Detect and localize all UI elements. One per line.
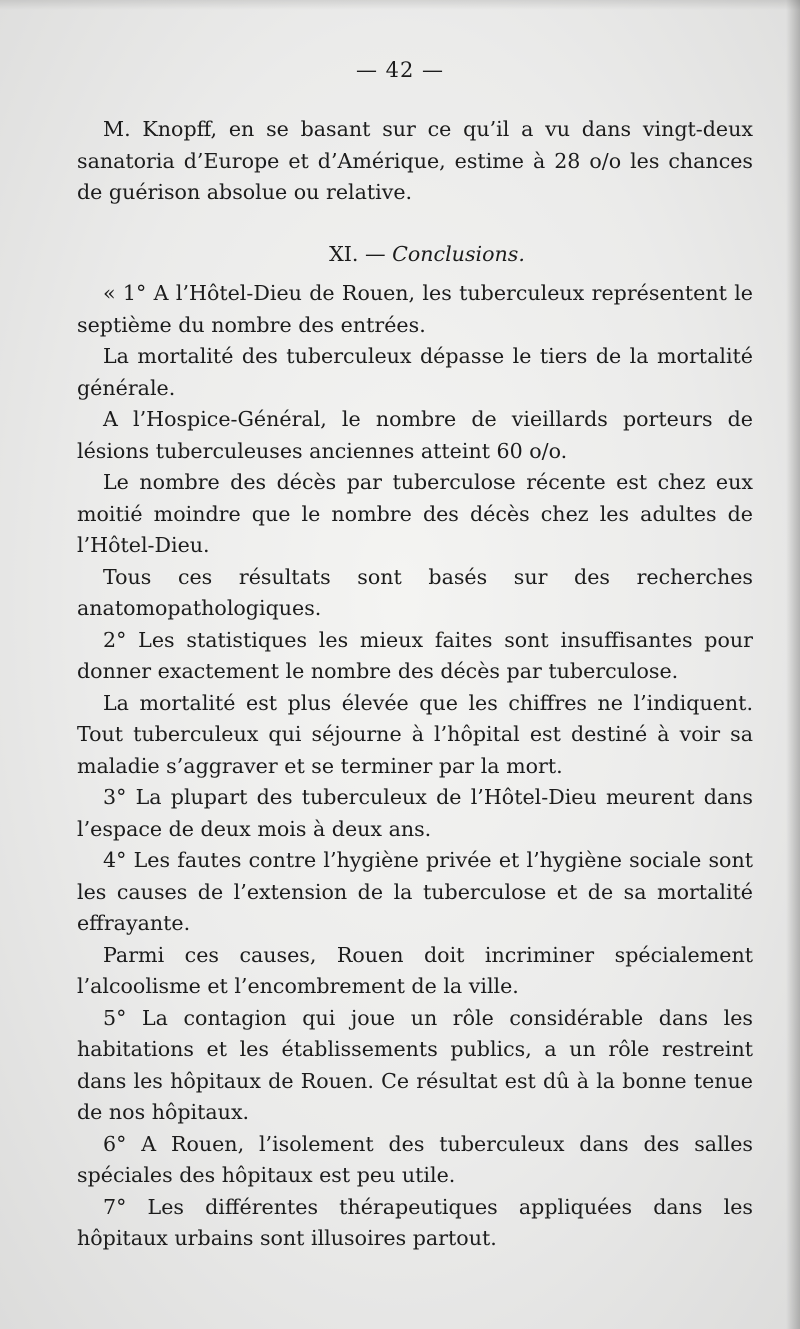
- paragraph-conclusion-1: « 1° A l’Hôtel-Dieu de Rouen, les tuberculeux représentent le septième du nombre des entrées.: [77, 281, 753, 337]
- paragraph-causes: Parmi ces causes, Rouen doit incriminer spécialement l’alcoolisme et l’encombrement de la ville.: [77, 942, 753, 998]
- section-dash: —: [358, 241, 393, 266]
- paragraph-mortality-higher: La mortalité est plus élevée que les chiffres ne l’indiquent. Tout tuberculeux qui séjourne à l’hôpital est destiné à voir sa maladie s’aggraver et se terminer par la mort.: [77, 690, 753, 778]
- page-number: — 42 —: [355, 58, 445, 82]
- paragraph-knopff: M. Knopff, en se basant sur ce qu’il a vu dans vingt-deux sanatoria d’Europe et d’Amérique, estime à 28 o/o les chances de guérison absolue ou relative.: [77, 117, 753, 204]
- paragraph-conclusion-4: 4° Les fautes contre l’hygiène privée et l’hygiène sociale sont les causes de l’extension de la tuberculose et de sa mortalité effrayante.: [77, 848, 753, 935]
- paragraph-conclusion-3: 3° La plupart des tuberculeux de l’Hôtel-Dieu meurent dans l’espace de deux mois à deux ans.: [77, 785, 753, 841]
- section-title: Conclusions.: [392, 241, 525, 266]
- page-top-shadow: [0, 0, 800, 10]
- paragraph-conclusion-2: 2° Les statistiques les mieux faites sont insuffisantes pour donner exactement le nombre des décès par tuberculose.: [77, 627, 753, 683]
- section-number: XI.: [329, 241, 359, 266]
- paragraph-mortality: La mortalité des tuberculeux dépasse le tiers de la mortalité générale.: [77, 344, 753, 400]
- paragraph-conclusion-6: 6° A Rouen, l’isolement des tuberculeux dans des salles spéciales des hôpitaux est peu utile.: [77, 1131, 753, 1187]
- paragraph-deaths: Le nombre des décès par tuberculose récente est chez eux moitié moindre que le nombre des décès chez les adultes de l’Hôtel-Dieu.: [77, 470, 753, 557]
- section-heading: [77, 239, 753, 271]
- paragraph-hospice: A l’Hospice-Général, le nombre de vieillards porteurs de lésions tuberculeuses anciennes atteint 60 o/o.: [77, 407, 753, 463]
- page-right-shadow: [786, 0, 800, 1329]
- body-text: [77, 114, 753, 1255]
- paragraph-results: Tous ces résultats sont basés sur des recherches anatomopathologiques.: [77, 564, 753, 620]
- paragraph-conclusion-7: 7° Les différentes thérapeutiques appliquées dans les hôpitaux urbains sont illusoires partout.: [77, 1194, 753, 1250]
- paragraph-conclusion-5: 5° La contagion qui joue un rôle considérable dans les habitations et les établissements publics, a un rôle restreint dans les hôpitaux de Rouen. Ce résultat est dû à la bonne tenue de nos hôpitaux.: [77, 1005, 753, 1124]
